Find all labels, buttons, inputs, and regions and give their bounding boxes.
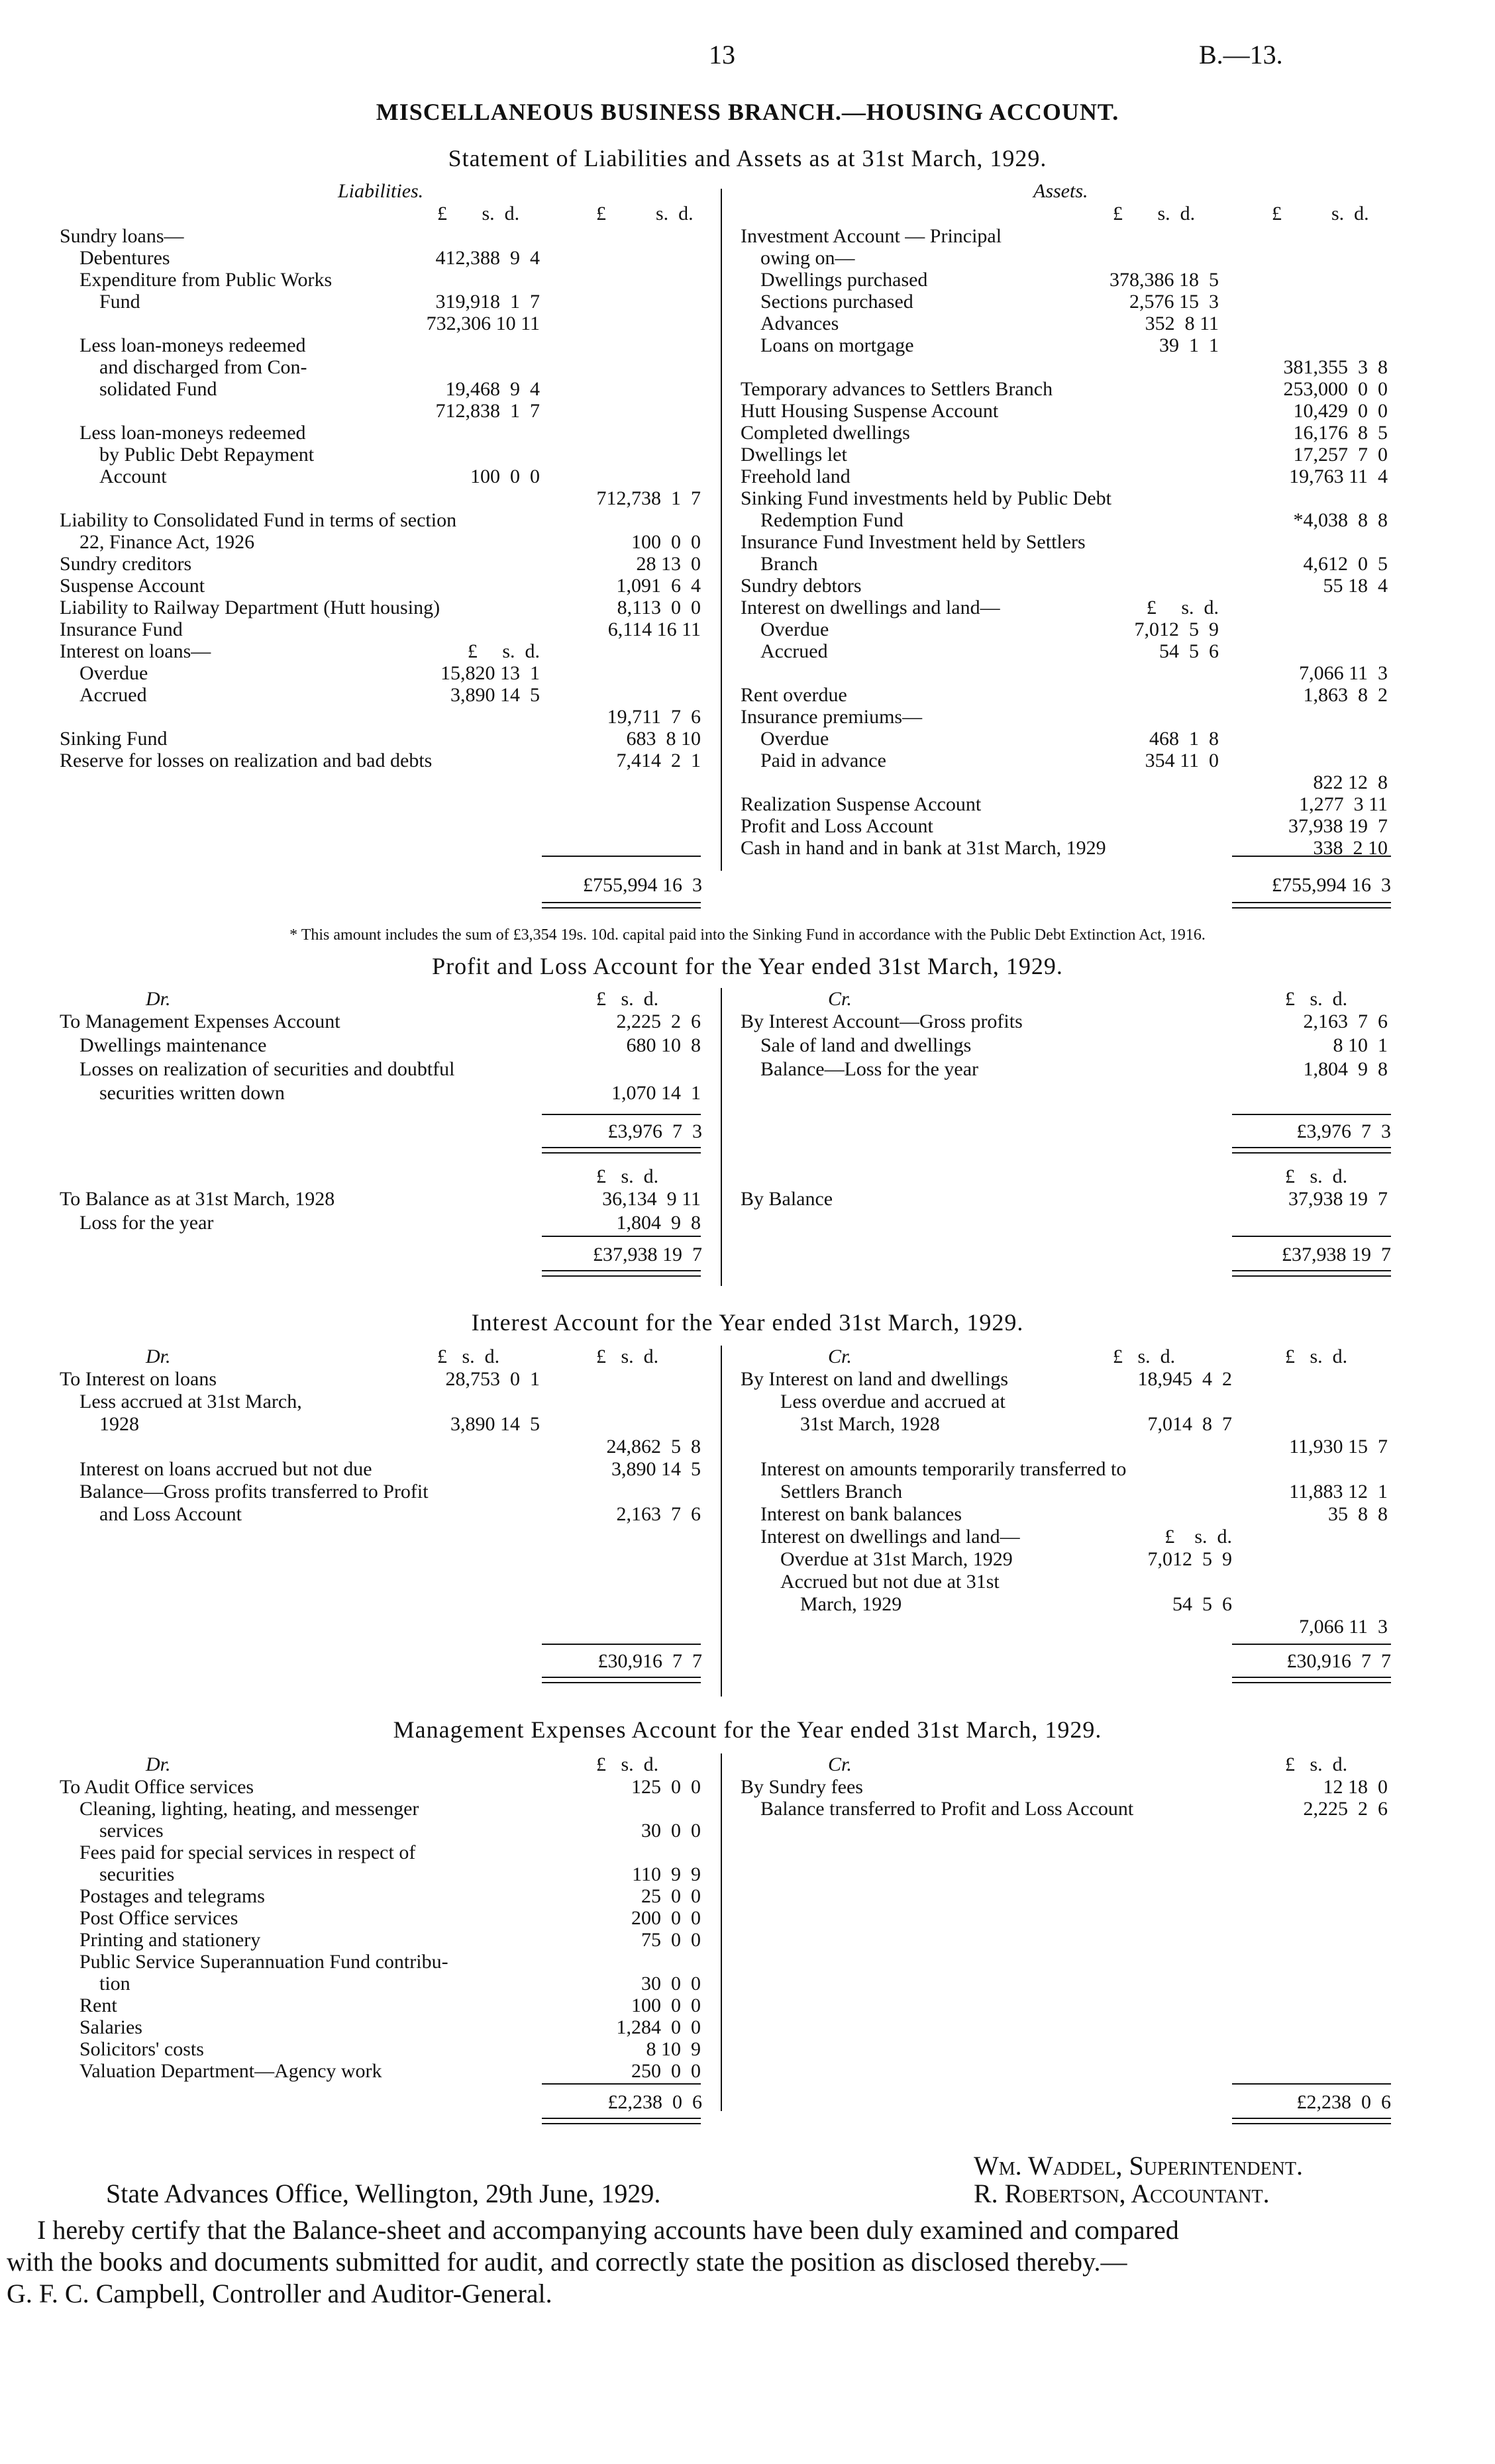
mgmt-left-row-label: Cleaning, lighting, heating, and messenger [79,1798,419,1820]
int-lsd-r1: £ s. d. [1113,1346,1176,1367]
mgmt-left-row-label: Valuation Department—Agency work [79,2060,382,2082]
signature-accountant: R. Robertson, Accountant. [974,2179,1270,2208]
liab-row-label: Liability to Railway Department (Hutt housing) [60,597,440,618]
mgmt-dbl-l [542,2118,701,2124]
mgmt-right-row-amount: 2,225 2 6 [1303,1798,1388,1820]
pl-lsd-right: £ s. d. [1285,988,1348,1010]
asset-row-inner-amount: 378,386 18 5 [1109,269,1219,291]
pl-left-row-label: securities written down [99,1082,285,1104]
pl-left2-row-amount: 1,804 9 8 [616,1212,701,1234]
pl-right-row-amount: 1,804 9 8 [1303,1058,1388,1080]
asset-row-label: Accrued [760,640,828,662]
pl-total-1-right: £3,976 7 3 [1296,1120,1391,1142]
asset-row-label: Interest on dwellings and land— [741,597,1000,618]
mgmt-divider [721,1753,722,2111]
pl-dbl-2l [542,1270,701,1277]
mgmt-total-left: £2,238 0 6 [607,2091,702,2113]
int-left-row-inner-amount: 3,890 14 5 [450,1413,540,1435]
asset-row-amount: 10,429 0 0 [1293,400,1388,422]
int-right-row-label: 31st March, 1928 [800,1413,940,1435]
asset-row-label: Sinking Fund investments held by Public Debt [741,487,1111,509]
pl-heading: Profit and Loss Account for the Year ended 31st March, 1929. [432,953,1063,979]
certificate-line-3: G. F. C. Campbell, Controller and Auditor-General. [7,2279,552,2308]
liab-row-amount: 6,114 16 11 [607,618,701,640]
int-lsd-l2: £ s. d. [596,1346,659,1367]
mgmt-left-row-label: Rent [79,1995,117,2016]
mgmt-left-row-amount: 8 10 9 [646,2038,701,2060]
pl-left2-row-label: To Balance as at 31st March, 1928 [60,1188,335,1210]
pl-rule-2r [1232,1236,1391,1237]
liab-row-label: Interest on loans— [60,640,211,662]
pl-right-row-amount: 8 10 1 [1333,1034,1388,1056]
mgmt-rule-l [542,2083,701,2085]
liab-row-amount: 100 0 0 [631,531,701,553]
signature-superintendent: Wm. Waddel, Superintendent. [974,2151,1303,2181]
document-title: MISCELLANEOUS BUSINESS BRANCH.—HOUSING ACCOUNT. [376,99,1119,125]
int-left-row-amount: 2,163 7 6 [616,1503,701,1525]
mgmt-total-right: £2,238 0 6 [1296,2091,1391,2113]
certificate-line-1: I hereby certify that the Balance-sheet and accompanying accounts have been duly examined and compared [37,2215,1179,2245]
int-dr: Dr. [146,1346,171,1367]
int-right-row-inner-amount: 7,014 8 7 [1147,1413,1232,1435]
mgmt-dr: Dr. [146,1753,171,1775]
asset-row-label: Insurance Fund Investment held by Settlers [741,531,1086,553]
asset-row-label: Rent overdue [741,684,847,706]
asset-row-label: Realization Suspense Account [741,793,982,815]
int-right-row-amount: 7,066 11 3 [1299,1616,1388,1638]
int-lsd-l1: £ s. d. [437,1346,500,1367]
liab-row-amount: 683 8 10 [626,728,701,750]
liab-row-amount: 8,113 0 0 [617,597,701,618]
office-date: State Advances Office, Wellington, 29th June, 1929. [106,2179,661,2208]
mgmt-cr: Cr. [828,1753,852,1775]
mgmt-left-row-label: Post Office services [79,1907,238,1929]
asset-row-amount: 1,863 8 2 [1303,684,1388,706]
assets-total: £755,994 16 3 [1272,874,1391,896]
asset-row-label: Investment Account — Principal [741,225,1002,247]
pl-left-row-label: To Management Expenses Account [60,1010,340,1032]
asset-row-label: Branch [760,553,818,575]
int-right-row-inner-amount: £ s. d. [1164,1526,1232,1548]
liab-row-label: Sundry loans— [60,225,184,247]
liabilities-total: £755,994 16 3 [583,874,702,896]
mgmt-left-row-amount: 25 0 0 [641,1885,701,1907]
int-left-row-label: and Loss Account [99,1503,242,1525]
int-right-row-amount: 11,930 15 7 [1289,1436,1388,1457]
pl-left-row-amount: 1,070 14 1 [611,1082,701,1104]
assets-pound-header-2: £ s. d. [1272,203,1369,224]
pl-cr: Cr. [828,988,852,1010]
liab-row-label: solidated Fund [99,378,217,400]
pl-left2-row-label: Loss for the year [79,1212,214,1234]
asset-row-inner-amount: 354 11 0 [1145,750,1219,771]
int-right-row-label: Accrued but not due at 31st [780,1571,1000,1593]
asset-row-amount: 338 2 10 [1313,837,1388,859]
pl-rule-1l [542,1114,701,1115]
liab-row-label: 22, Finance Act, 1926 [79,531,255,553]
liab-row-amount: 1,091 6 4 [616,575,701,597]
asset-row-amount: 822 12 8 [1313,771,1388,793]
pl-right-row-amount: 2,163 7 6 [1303,1010,1388,1032]
liab-row-label: Overdue [79,662,148,684]
mgmt-left-row-amount: 250 0 0 [631,2060,701,2082]
pl-right-row-label: Sale of land and dwellings [760,1034,972,1056]
int-left-row-amount: 3,890 14 5 [611,1458,701,1480]
mgmt-left-row-amount: 75 0 0 [641,1929,701,1951]
asset-row-inner-amount: 39 1 1 [1159,334,1219,356]
mgmt-right-row-label: Balance transferred to Profit and Loss Account [760,1798,1134,1820]
liab-row-label: Less loan-moneys redeemed [79,422,306,444]
pl-dr: Dr. [146,988,171,1010]
int-right-row-amount: 11,883 12 1 [1289,1481,1388,1503]
asset-row-amount: 16,176 8 5 [1293,422,1388,444]
int-right-row-inner-amount: 54 5 6 [1172,1593,1232,1615]
int-rule-l [542,1644,701,1645]
mgmt-lsd-left: £ s. d. [596,1753,659,1775]
mgmt-left-row-label: tion [99,1973,130,1995]
footnote: * This amount includes the sum of £3,354 19s. 10d. capital paid into the Sinking Fund in accordance with the Public Debt Extinction Act, 1916. [289,926,1206,944]
liab-row-inner-amount: £ s. d. [467,640,540,662]
asset-row-label: Hutt Housing Suspense Account [741,400,999,422]
asset-row-amount: 17,257 7 0 [1293,444,1388,466]
pl-right2-row-label: By Balance [741,1188,833,1210]
mgmt-dbl-r [1232,2118,1391,2124]
mgmt-lsd-right: £ s. d. [1285,1753,1348,1775]
asset-row-label: Dwellings let [741,444,847,466]
liab-row-label: Liability to Consolidated Fund in terms of section [60,509,457,531]
pl-right-row-label: Balance—Loss for the year [760,1058,979,1080]
asset-row-label: Paid in advance [760,750,886,771]
assets-heading: Assets. [1033,180,1088,202]
int-right-row-label: By Interest on land and dwellings [741,1368,1009,1390]
mgmt-right-row-label: By Sundry fees [741,1776,863,1798]
pl-dbl-2r [1232,1270,1391,1277]
asset-row-label: Loans on mortgage [760,334,914,356]
mgmt-right-row-amount: 12 18 0 [1323,1776,1388,1798]
pl-right-row-label: By Interest Account—Gross profits [741,1010,1023,1032]
pl-left-row-amount: 2,225 2 6 [616,1010,701,1032]
asset-row-amount: 1,277 3 11 [1299,793,1388,815]
interest-total-right: £30,916 7 7 [1286,1650,1391,1672]
interest-total-left: £30,916 7 7 [597,1650,702,1672]
asset-row-amount: 4,612 0 5 [1303,553,1388,575]
interest-divider [721,1346,722,1697]
mgmt-left-row-label: To Audit Office services [60,1776,254,1798]
asset-row-label: Profit and Loss Account [741,815,933,837]
mgmt-left-row-label: Public Service Superannuation Fund contribu- [79,1951,448,1973]
liab-row-amount: 19,711 7 6 [607,706,701,728]
pl-left2-row-amount: 36,134 9 11 [602,1188,701,1210]
liab-row-inner-amount: 712,838 1 7 [435,400,540,422]
asset-row-label: Freehold land [741,466,851,487]
liab-row-label: Insurance Fund [60,618,183,640]
liab-pound-header-2: £ s. d. [596,203,694,224]
int-right-row-label: Interest on dwellings and land— [760,1526,1020,1548]
int-right-row-label: March, 1929 [800,1593,902,1615]
balance-divider [721,189,722,871]
asset-row-label: Overdue [760,728,829,750]
asset-row-label: Temporary advances to Settlers Branch [741,378,1053,400]
pl-right2-row-amount: 37,938 19 7 [1288,1188,1388,1210]
mgmt-left-row-amount: 125 0 0 [631,1776,701,1798]
mgmt-left-row-amount: 200 0 0 [631,1907,701,1929]
int-right-row-label: Overdue at 31st March, 1929 [780,1548,1013,1570]
mgmt-left-row-label: Solicitors' costs [79,2038,204,2060]
asset-row-label: Redemption Fund [760,509,903,531]
asset-row-amount: 55 18 4 [1323,575,1388,597]
int-dbl-r [1232,1677,1391,1683]
liab-row-label: and discharged from Con- [99,356,307,378]
int-right-row-inner-amount: 18,945 4 2 [1137,1368,1232,1390]
asset-row-inner-amount: 54 5 6 [1159,640,1219,662]
asset-row-label: Cash in hand and in bank at 31st March, 1929 [741,837,1106,859]
mgmt-heading: Management Expenses Account for the Year ended 31st March, 1929. [393,1716,1102,1743]
mgmt-left-row-amount: 30 0 0 [641,1973,701,1995]
mgmt-left-row-amount: 1,284 0 0 [616,2016,701,2038]
int-left-row-amount: 24,862 5 8 [606,1436,701,1457]
asset-row-label: Overdue [760,618,829,640]
liab-row-label: Fund [99,291,140,313]
liab-row-amount: 28 13 0 [636,553,701,575]
mgmt-left-row-amount: 30 0 0 [641,1820,701,1842]
asset-row-amount: 381,355 3 8 [1283,356,1388,378]
liab-row-inner-amount: 3,890 14 5 [450,684,540,706]
asset-total-double-rule [1232,902,1391,909]
balance-heading: Statement of Liabilities and Assets as at 31st March, 1929. [448,145,1047,172]
liab-row-amount: 712,738 1 7 [596,487,701,509]
int-left-row-label: 1928 [99,1413,139,1435]
asset-row-label: Completed dwellings [741,422,910,444]
mgmt-left-row-amount: 100 0 0 [631,1995,701,2016]
liabilities-heading: Liabilities. [338,180,424,202]
asset-row-inner-amount: 352 8 11 [1145,313,1219,334]
page-ref: B.—13. [1199,40,1283,70]
liab-row-label: Suspense Account [60,575,205,597]
int-right-row-label: Settlers Branch [780,1481,903,1503]
asset-row-inner-amount: 2,576 15 3 [1129,291,1219,313]
int-right-row-label: Less overdue and accrued at [780,1391,1005,1412]
int-rule-r [1232,1644,1391,1645]
mgmt-left-row-label: services [99,1820,164,1842]
liab-row-label: Sinking Fund [60,728,168,750]
mgmt-left-row-label: Printing and stationery [79,1929,261,1951]
liab-pound-header: £ s. d. [437,203,520,224]
asset-row-label: Sundry debtors [741,575,862,597]
int-left-row-label: Balance—Gross profits transferred to Profit [79,1481,429,1503]
asset-row-label: Sections purchased [760,291,913,313]
pl-rule-2l [542,1236,701,1237]
pl-total-1-left: £3,976 7 3 [607,1120,702,1142]
pl-dbl-1l [542,1147,701,1154]
asset-row-amount: 19,763 11 4 [1289,466,1388,487]
liab-row-label: Less loan-moneys redeemed [79,334,306,356]
int-left-row-label: Less accrued at 31st March, [79,1391,302,1412]
asset-row-amount: *4,038 8 8 [1293,509,1388,531]
liab-row-inner-amount: 412,388 9 4 [435,247,540,269]
int-right-row-amount: 35 8 8 [1328,1503,1388,1525]
pl-rule-1r [1232,1114,1391,1115]
asset-row-label: Advances [760,313,839,334]
asset-row-inner-amount: £ s. d. [1146,597,1219,618]
pl-lsd-left: £ s. d. [596,988,659,1010]
certificate-line-2: with the books and documents submitted for audit, and correctly state the position as disclosed thereby.— [7,2247,1127,2277]
int-left-row-label: Interest on loans accrued but not due [79,1458,372,1480]
mgmt-left-row-amount: 110 9 9 [632,1863,701,1885]
liab-row-label: by Public Debt Repayment [99,444,315,466]
pl-left-row-label: Losses on realization of securities and doubtful [79,1058,455,1080]
asset-row-inner-amount: 7,012 5 9 [1134,618,1219,640]
asset-row-amount: 7,066 11 3 [1299,662,1388,684]
int-cr: Cr. [828,1346,852,1367]
liab-row-inner-amount: 100 0 0 [470,466,540,487]
int-lsd-r2: £ s. d. [1285,1346,1348,1367]
int-left-row-label: To Interest on loans [60,1368,217,1390]
pl-divider [721,988,722,1286]
liab-row-label: Debentures [79,247,170,269]
pl-left-row-amount: 680 10 8 [626,1034,701,1056]
pl-total-2-left: £37,938 19 7 [593,1244,702,1265]
liab-row-label: Account [99,466,167,487]
liab-row-label: Sundry creditors [60,553,192,575]
mgmt-left-row-label: Postages and telegrams [79,1885,265,1907]
pl-lsd-left-2: £ s. d. [596,1165,659,1187]
mgmt-left-row-label: Fees paid for special services in respect of [79,1842,416,1863]
int-right-row-inner-amount: 7,012 5 9 [1147,1548,1232,1570]
page-number: 13 [709,40,735,70]
asset-row-amount: 253,000 0 0 [1283,378,1388,400]
liab-row-inner-amount: 319,918 1 7 [435,291,540,313]
int-right-row-label: Interest on amounts temporarily transferred to [760,1458,1127,1480]
liab-total-double-rule [542,902,701,909]
liab-row-label: Accrued [79,684,147,706]
liab-row-inner-amount: 732,306 10 11 [426,313,540,334]
int-right-row-label: Interest on bank balances [760,1503,962,1525]
assets-pound-header: £ s. d. [1113,203,1196,224]
liab-row-inner-amount: 15,820 13 1 [440,662,540,684]
liab-row-amount: 7,414 2 1 [616,750,701,771]
mgmt-rule-r [1232,2083,1391,2085]
pl-lsd-right-2: £ s. d. [1285,1165,1348,1187]
pl-dbl-1r [1232,1147,1391,1154]
liab-total-rule [542,856,701,857]
asset-row-label: Insurance premiums— [741,706,923,728]
asset-row-amount: 37,938 19 7 [1288,815,1388,837]
pl-left-row-label: Dwellings maintenance [79,1034,267,1056]
asset-total-rule [1232,856,1391,857]
liab-row-label: Expenditure from Public Works [79,269,333,291]
pl-total-2-right: £37,938 19 7 [1282,1244,1391,1265]
int-dbl-l [542,1677,701,1683]
asset-row-inner-amount: 468 1 8 [1149,728,1219,750]
liab-row-inner-amount: 19,468 9 4 [445,378,540,400]
liab-row-label: Reserve for losses on realization and bad debts [60,750,433,771]
asset-row-label: owing on— [760,247,855,269]
mgmt-left-row-label: securities [99,1863,175,1885]
interest-heading: Interest Account for the Year ended 31st March, 1929. [471,1309,1024,1336]
mgmt-left-row-label: Salaries [79,2016,142,2038]
int-left-row-inner-amount: 28,753 0 1 [445,1368,540,1390]
asset-row-label: Dwellings purchased [760,269,928,291]
